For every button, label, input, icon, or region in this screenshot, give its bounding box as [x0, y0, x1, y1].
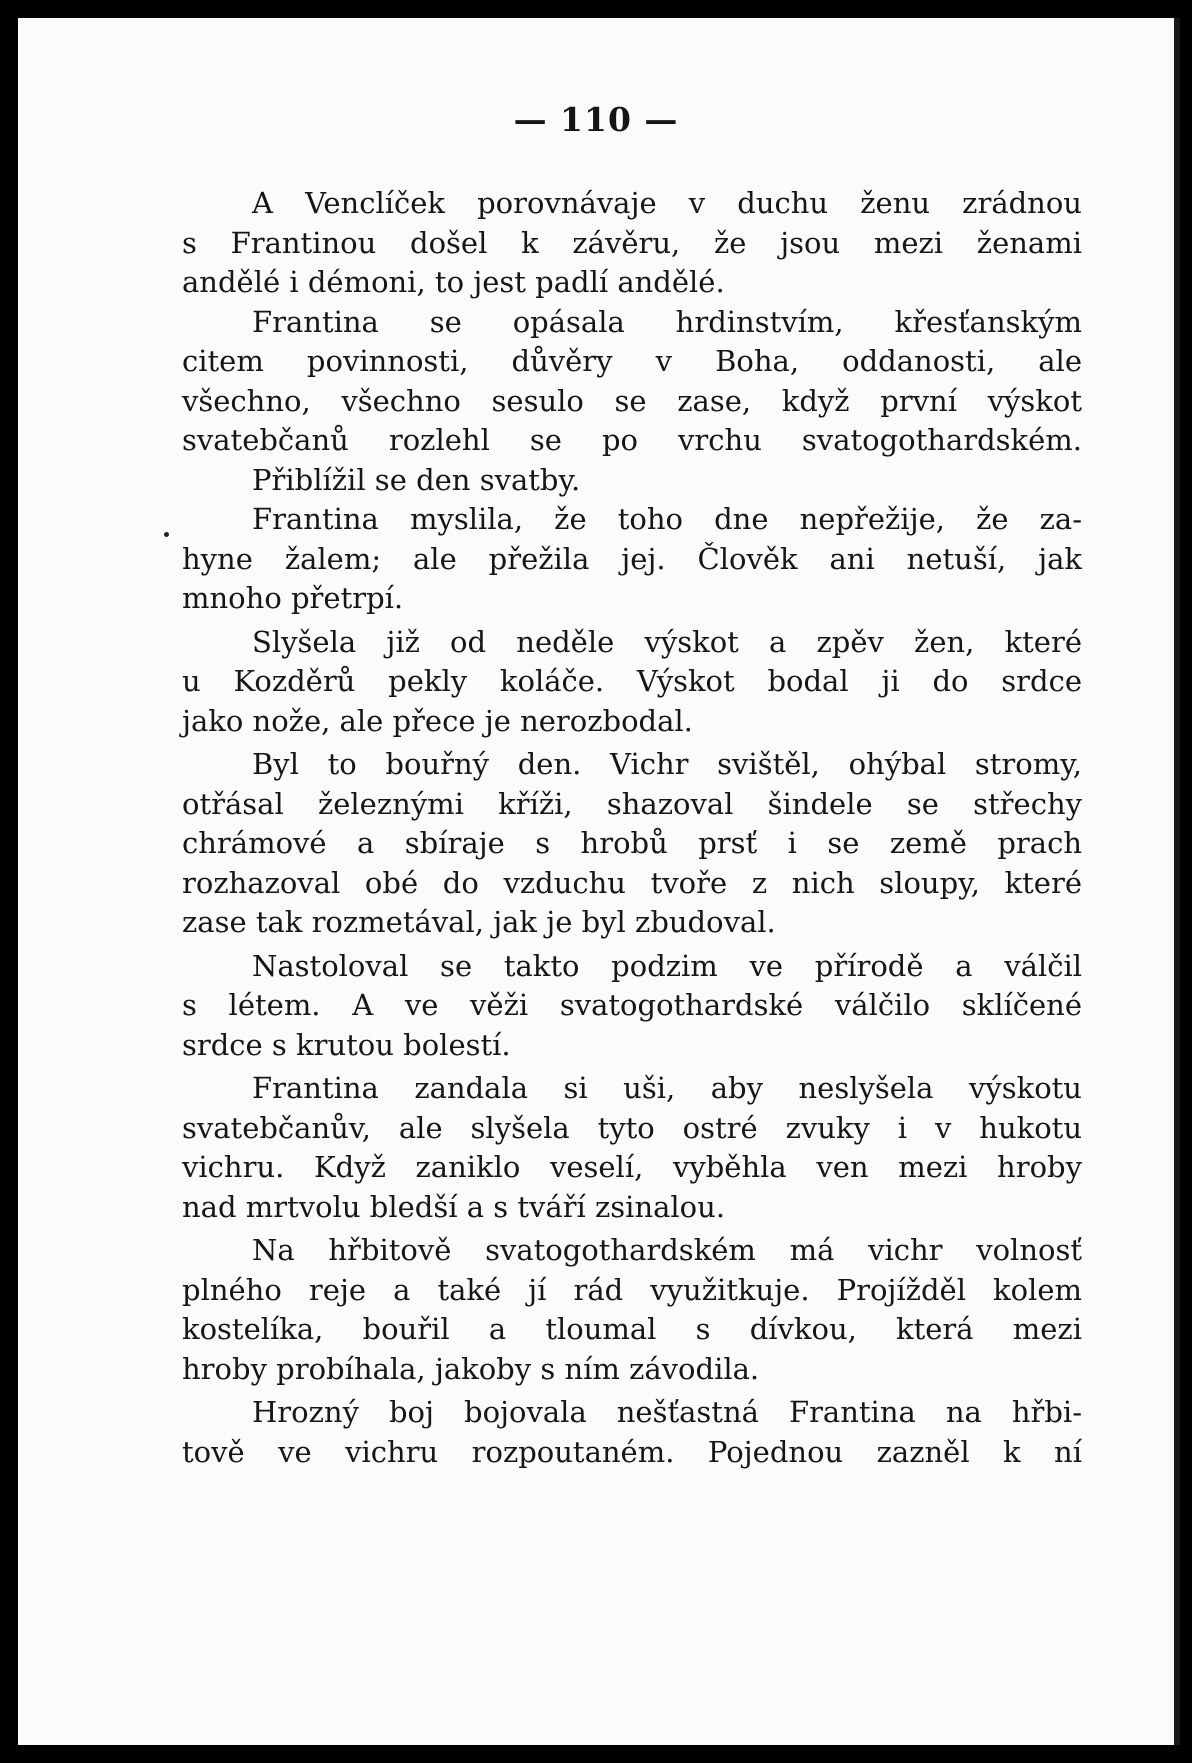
- text-line: vichru. Když zaniklo veselí, vyběhla ven mezi hroby: [182, 1150, 1082, 1184]
- text-line: tově ve vichru rozpoutaném. Pojednou zazněl k ní: [182, 1434, 1082, 1469]
- page-number: — 110 —: [513, 100, 679, 139]
- text-line: andělé i démoni, to jest padlí andělé.: [182, 265, 725, 299]
- text-line: s Frantinou došel k závěru, že jsou mezi ženami: [182, 225, 1082, 260]
- text-line: A Venclíček porovnávaje v duchu ženu zrádnou: [252, 186, 1082, 220]
- paragraph: [182, 461, 1082, 501]
- text-line: jako nože, ale přece je nerozbodal.: [182, 703, 693, 738]
- text-line: Frantina myslila, že toho dne nepřežije, že za-: [252, 502, 1082, 536]
- text-line: všechno, všechno sesulo se zase, když první výskot: [182, 383, 1082, 418]
- text-line: svatebčanův, ale slyšela tyto ostré zvuky i v hukotu: [182, 1110, 1082, 1145]
- paragraph: [182, 1231, 1082, 1389]
- text-line: mnoho přetrpí.: [182, 581, 404, 615]
- text-line: Frantina zandala si uši, aby neslyšela výskotu: [252, 1071, 1082, 1105]
- paragraph: [182, 947, 1082, 1066]
- paragraph: [182, 500, 1082, 619]
- text-line: u Kozděrů pekly koláče. Výskot bodal ji do srdce: [182, 664, 1082, 698]
- text-line: Na hřbitově svatogothardském má vichr volnosť: [252, 1233, 1082, 1267]
- text-line: plného reje a také jí rád využitkuje. Projížděl kolem: [182, 1272, 1082, 1307]
- paragraph: [182, 1393, 1082, 1472]
- text-line: Slyšela již od neděle výskot a zpěv žen, které: [252, 624, 1082, 659]
- paragraph: [182, 1069, 1082, 1227]
- paragraph: [182, 184, 1082, 303]
- paragraph: [182, 623, 1082, 742]
- text-line: Nastoloval se takto podzim ve přírodě a válčil: [252, 948, 1082, 983]
- margin-mark: [164, 532, 169, 537]
- text-line: rozhazoval obé do vzduchu tvoře z nich sloupy, které: [182, 865, 1082, 900]
- text-line: Frantina se opásala hrdinstvím, křesťanským: [252, 304, 1082, 339]
- book-page: [18, 18, 1180, 1745]
- text-line: s létem. A ve věži svatogothardské válčilo sklíčené: [182, 988, 1082, 1022]
- text-line: Hrozný boj bojovala nešťastná Frantina na hřbi-: [252, 1395, 1082, 1429]
- text-line: kostelíka, bouřil a tloumal s dívkou, která mezi: [182, 1312, 1082, 1346]
- text-body: [182, 184, 1082, 1472]
- text-line: chrámové a sbíraje s hrobů prsť i se země prach: [182, 826, 1082, 860]
- text-line: Byl to bouřný den. Vichr svištěl, ohýbal stromy,: [252, 747, 1082, 781]
- text-line: zase tak rozmetával, jak je byl zbudoval.: [182, 905, 776, 939]
- text-line: nad mrtvolu bledší a s tváří zsinalou.: [182, 1189, 726, 1224]
- text-line: hyne žalem; ale přežila jej. Člověk ani netuší, jak: [182, 541, 1082, 576]
- text-line: citem povinnosti, důvěry v Boha, oddanosti, ale: [182, 344, 1082, 378]
- text-line: svatebčanů rozlehl se po vrchu svatogothardském.: [182, 423, 1082, 457]
- text-line: Přiblížil se den svatby.: [252, 462, 581, 497]
- text-line: hroby probíhala, jakoby s ním závodila.: [182, 1351, 760, 1386]
- paragraph: [182, 303, 1082, 461]
- paragraph: [182, 745, 1082, 943]
- text-line: otřásal železnými kříži, shazoval šindele se střechy: [182, 786, 1082, 821]
- text-line: srdce s krutou bolestí.: [182, 1027, 511, 1062]
